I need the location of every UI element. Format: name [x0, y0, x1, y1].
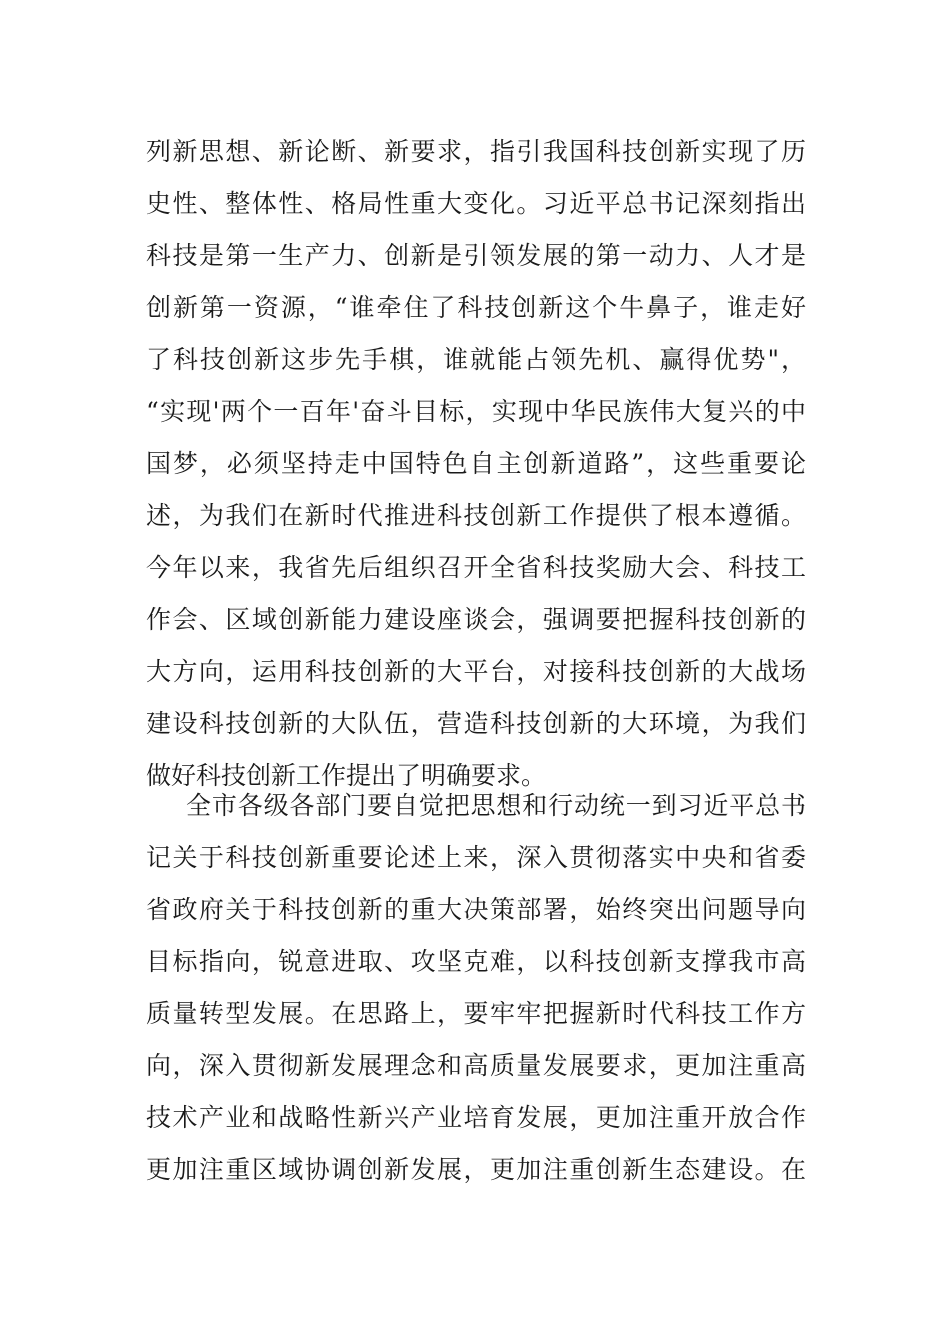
text-line: 今年以来，我省先后组织召开全省科技奖励大会、科技工: [146, 553, 806, 582]
text-line: 质量转型发展。在思路上，要牢牢把握新时代科技工作方: [146, 999, 806, 1028]
text-line: 做好科技创新工作提出了明确要求。: [146, 761, 547, 790]
text-line: 述，为我们在新时代推进科技创新工作提供了根本遵循。: [146, 501, 806, 530]
text-line: 创新第一资源，“谁牵住了科技创新这个牛鼻子，谁走好: [146, 293, 806, 322]
text-line: 大方向，运用科技创新的大平台，对接科技创新的大战场: [146, 657, 806, 686]
text-line: 记关于科技创新重要论述上来，深入贯彻落实中央和省委: [146, 843, 806, 872]
text-line: 列新思想、新论断、新要求，指引我国科技创新实现了历: [146, 137, 806, 166]
text-line: 了科技创新这步先手棋，谁就能占领先机、赢得优势"，: [146, 345, 806, 374]
paragraph-1: [146, 126, 806, 802]
text-line: 国梦，必须坚持走中国特色自主创新道路”，这些重要论: [146, 449, 806, 478]
text-line: 向，深入贯彻新发展理念和高质量发展要求，更加注重高: [146, 1051, 806, 1080]
text-line: 省政府关于科技创新的重大决策部署，始终突出问题导向: [146, 895, 806, 924]
text-line: 建设科技创新的大队伍，营造科技创新的大环境，为我们: [146, 709, 806, 738]
text-line: 全市各级各部门要自觉把思想和行动统一到习近平总书: [186, 791, 806, 820]
text-line: 技术产业和战略性新兴产业培育发展，更加注重开放合作: [146, 1103, 806, 1132]
text-line: 科技是第一生产力、创新是引领发展的第一动力、人才是: [146, 241, 806, 270]
text-line: 作会、区域创新能力建设座谈会，强调要把握科技创新的: [146, 605, 806, 634]
text-line: 史性、整体性、格局性重大变化。习近平总书记深刻指出: [146, 189, 806, 218]
text-line: “实现'两个一百年'奋斗目标，实现中华民族伟大复兴的中: [146, 397, 806, 426]
paragraph-2: [146, 780, 806, 1196]
text-line: 更加注重区域协调创新发展，更加注重创新生态建设。在: [146, 1155, 806, 1184]
text-line: 目标指向，锐意进取、攻坚克难，以科技创新支撑我市高: [146, 947, 806, 976]
